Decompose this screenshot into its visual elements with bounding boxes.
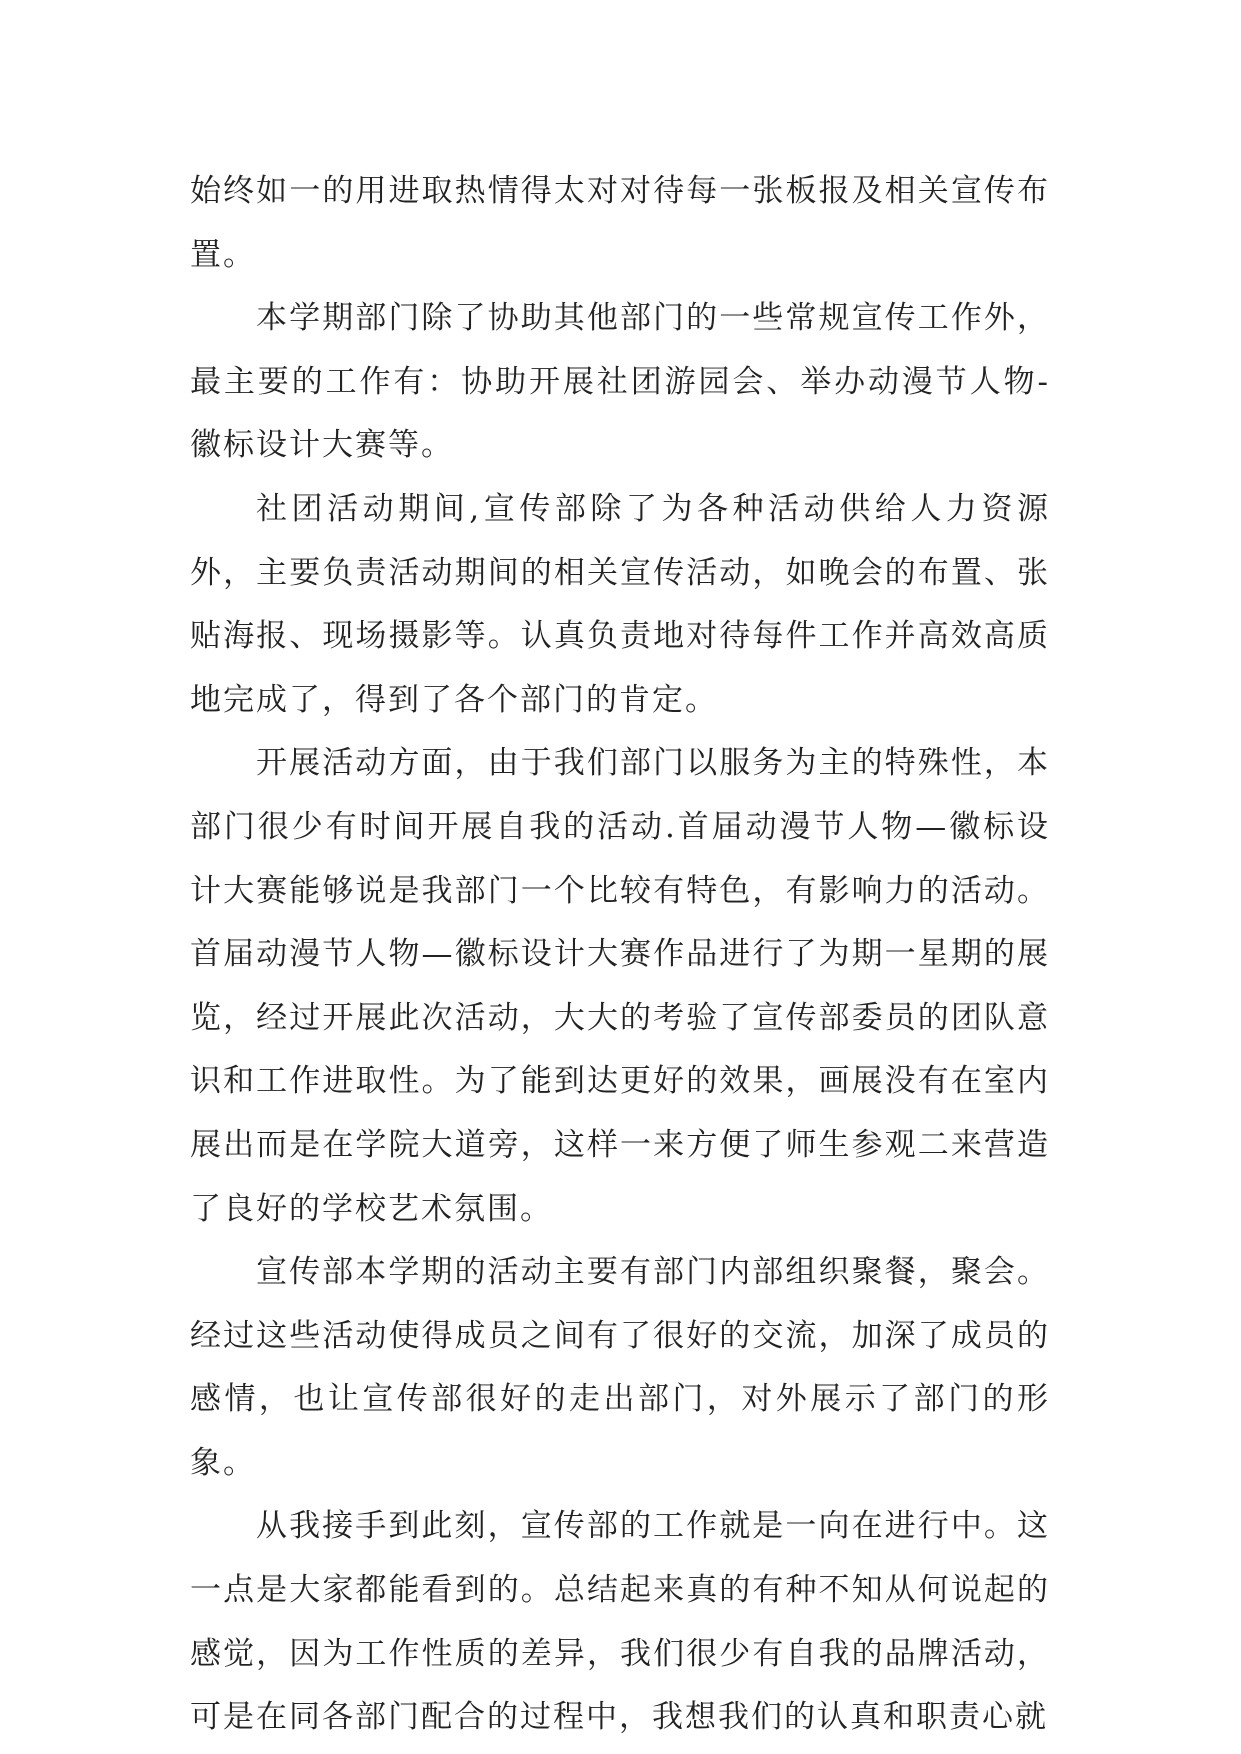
paragraph-summary: 从我接手到此刻，宣传部的工作就是一向在进行中。这一点是大家都能看到的。总结起来真的有种不知从何说起的感觉，因为工作性质的差异，我们很少有自我的品牌活动，可是在同各部门配合的过程中，我想我们的认真和职责心就 <box>190 1508 1050 1736</box>
paragraph-club-activities: 社团活动期间,宣传部除了为各种活动供给人力资源外，主要负责活动期间的相关宣传活动，如晚会的布置、张贴海报、现场摄影等。认真负责地对待每件工作并高效高质地完成了，得到了各个部门的肯定。 <box>190 490 1050 718</box>
paragraph-main-work: 本学期部门除了协助其他部门的一些常规宣传工作外，最主要的工作有：协助开展社团游园会、举办动漫节人物-徽标设计大赛等。 <box>190 300 1050 464</box>
body-text <box>190 160 1050 1750</box>
paragraph-continuation: 始终如一的用进取热情得太对对待每一张板报及相关宣传布置。 <box>190 173 1050 273</box>
paragraph-internal-events: 宣传部本学期的活动主要有部门内部组织聚餐，聚会。经过这些活动使得成员之间有了很好的交流，加深了成员的感情，也让宣传部很好的走出部门，对外展示了部门的形象。 <box>190 1254 1050 1481</box>
paragraph-own-activities: 开展活动方面，由于我们部门以服务为主的特殊性，本部门很少有时间开展自我的活动.首届动漫节人物—徽标设计大赛能够说是我部门一个比较有特色，有影响力的活动。首届动漫节人物—徽标设计大赛作品进行了为期一星期的展览，经过开展此次活动，大大的考验了宣传部委员的团队意识和工作进取性。为了能到达更好的效果，画展没有在室内展出而是在学院大道旁，这样一来方便了师生参观二来营造了良好的学校艺术氛围。 <box>190 745 1050 1227</box>
